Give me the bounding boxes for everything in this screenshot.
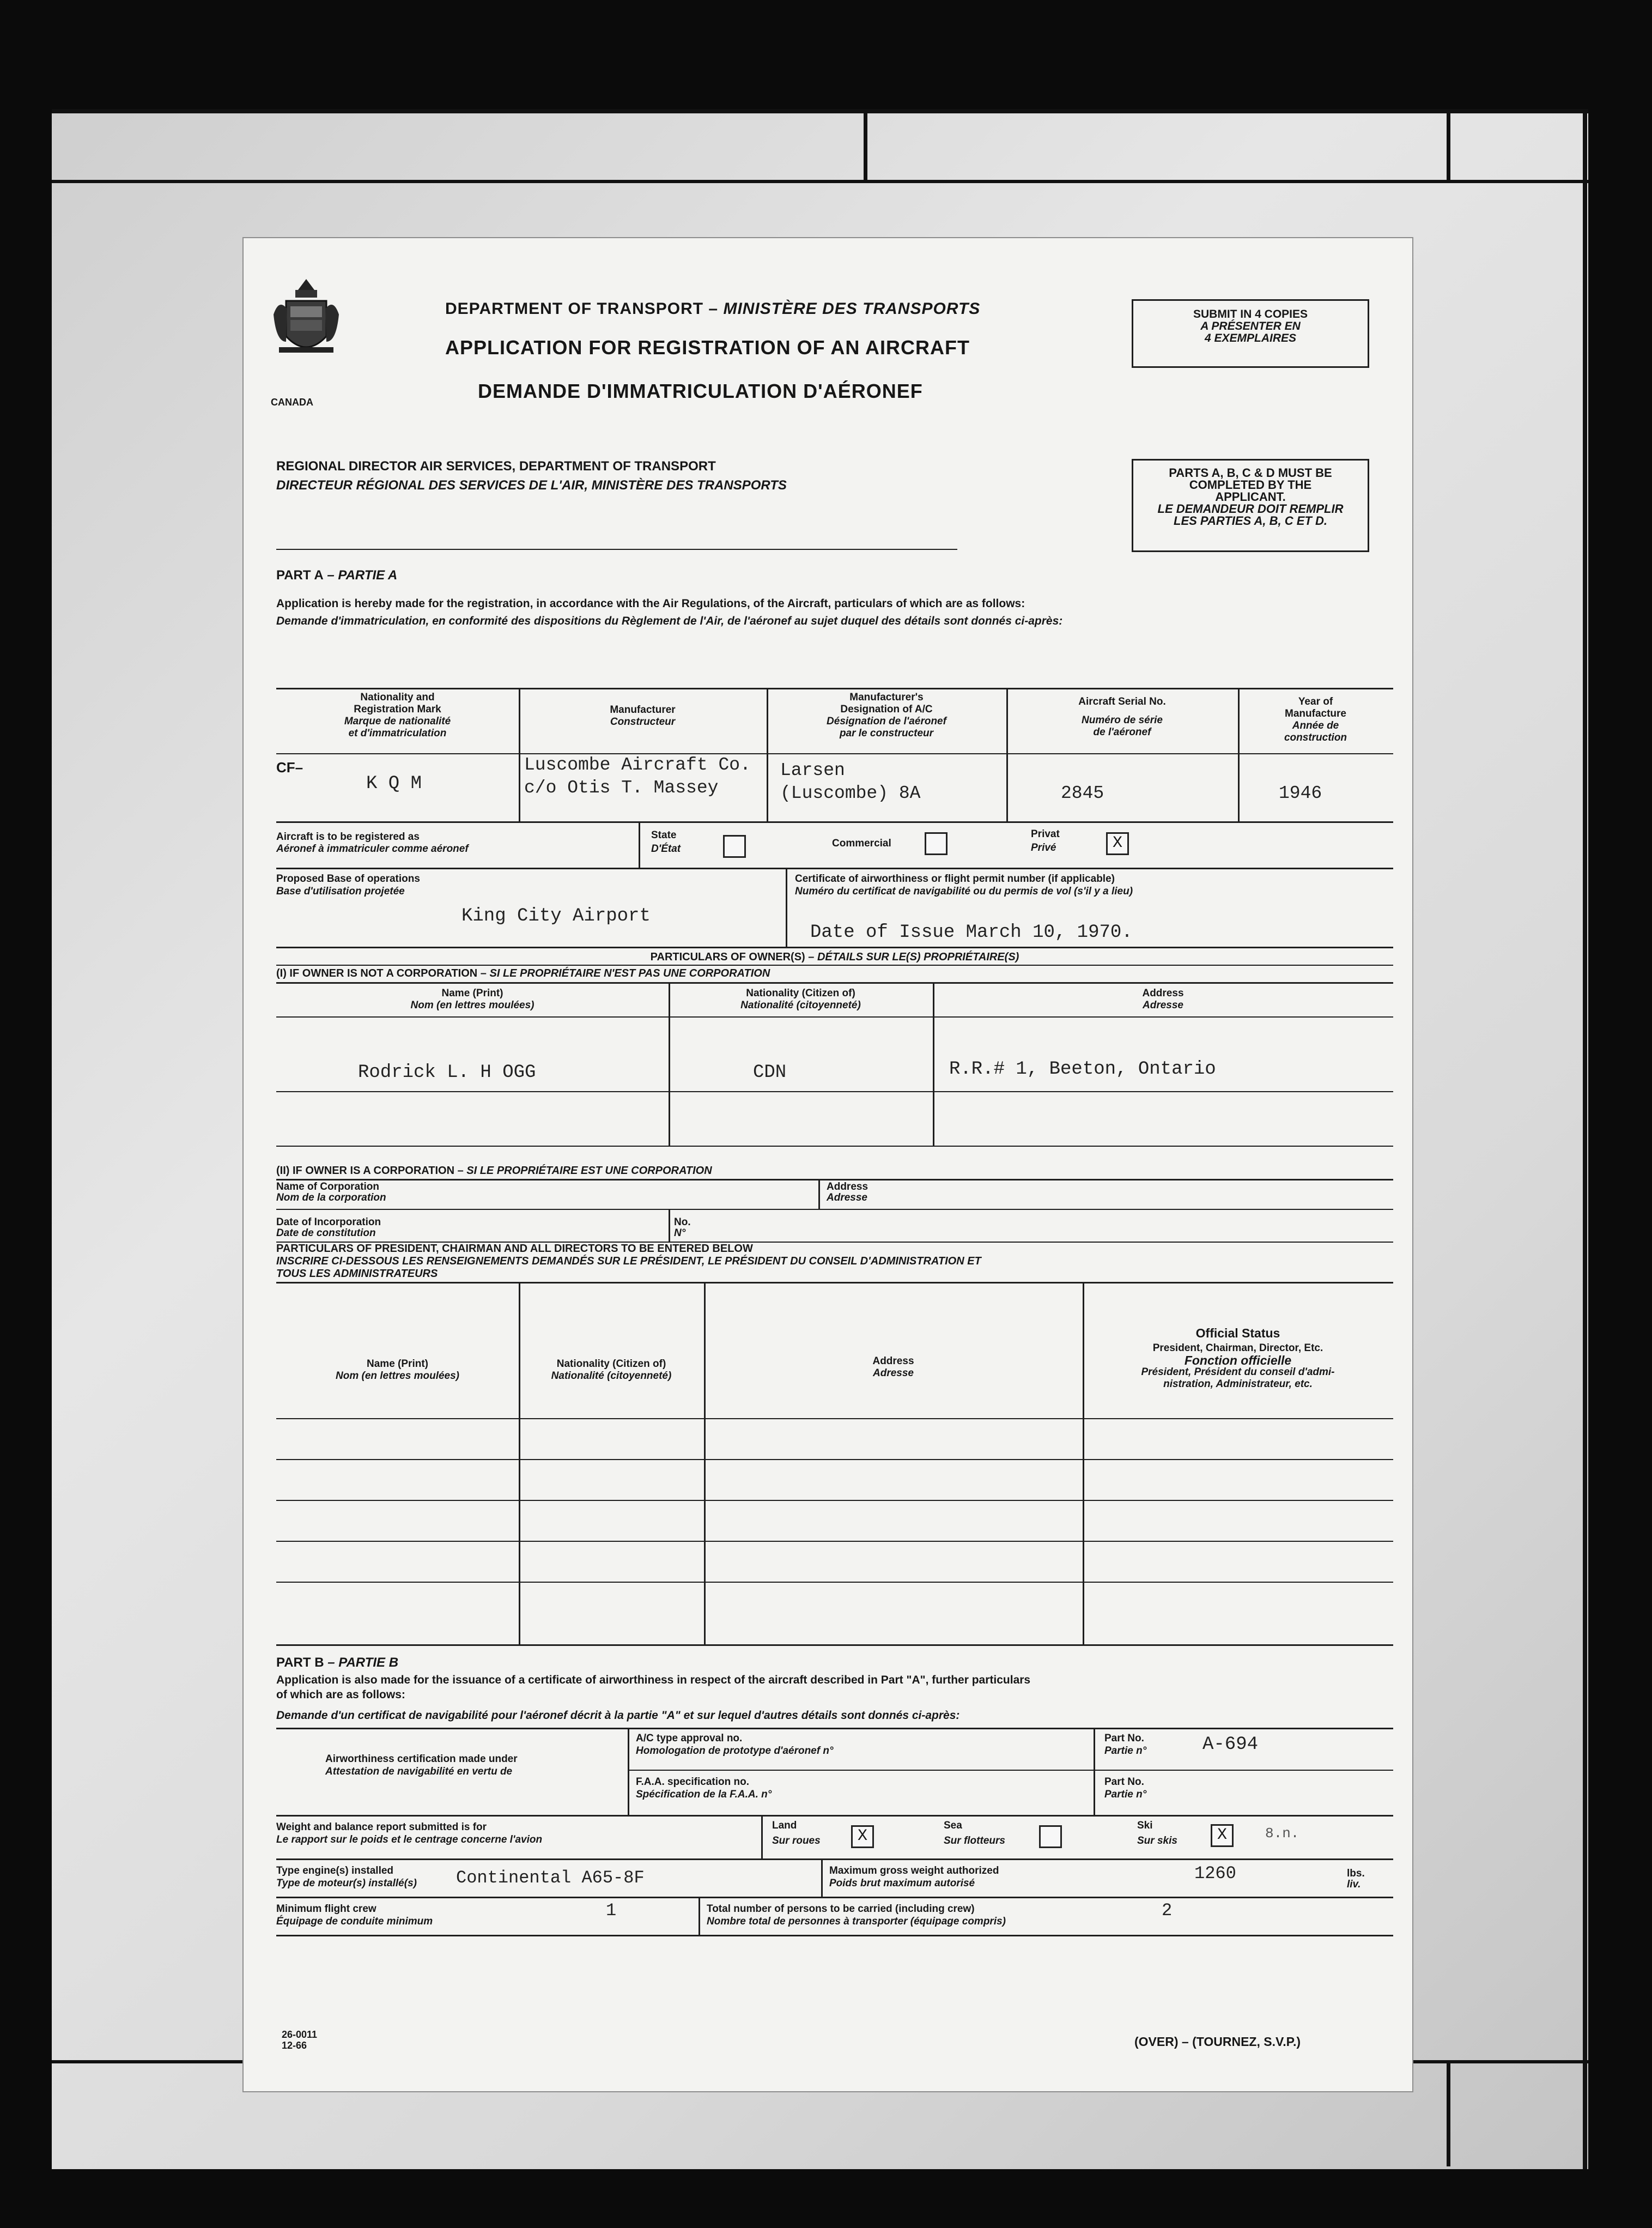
col-designation-fr-line: par le constructeur [839,728,934,739]
director-name-header-en: Name (Print) [367,1358,428,1370]
part-a-heading [276,568,397,583]
year-value: 1946 [1279,783,1322,803]
weight-report-label-fr: Le rapport sur le poids et le centrage concerne l'avion [276,1834,543,1845]
type-approval-label-fr: Homologation de prototype d'aéronef n° [636,1745,834,1757]
certificate-label: Certificate of airworthiness or flight permit number (if applicable) [795,873,1115,885]
owners-heading-en: PARTICULARS OF OWNER(S) – [650,951,817,963]
director-address-header [704,1355,1083,1379]
director-nationality-header-en: Nationality (Citizen of) [556,1358,666,1370]
col-year-line: Year of [1298,696,1333,707]
min-crew-label: Minimum flight crew [276,1903,376,1915]
registered-as-label: Aircraft is to be registered as [276,831,420,843]
part-b-intro-fr: Demande d'un certificat de navigabilité pour l'aéronef décrit à la partie "A" et sur lequel d'autres détails sont donnés ci-après: [276,1709,960,1722]
max-weight-label-fr: Poids brut maximum autorisé [829,1878,975,1889]
corp-heading-en: (II) IF OWNER IS A CORPORATION – [276,1165,467,1177]
frame-divider [1447,2063,1450,2166]
part-no-label-2: Part No. [1104,1776,1144,1788]
row-rule [276,1897,1393,1898]
registration-form [242,237,1413,2092]
ski-annotation: 8.n. [1265,1825,1299,1842]
base-value: King City Airport [461,906,651,927]
base-label: Proposed Base of operations [276,873,420,885]
col-mark-line: Registration Mark [354,704,441,715]
directors-heading-fr-2: TOUS LES ADMINISTRATEURS [276,1268,438,1280]
frame-right-edge [1583,109,1587,2169]
engine-value: Continental A65-8F [456,1868,645,1888]
form-date: 12-66 [282,2040,307,2051]
corp-heading-fr: SI LE PROPRIÉTAIRE EST UNE CORPORATION [466,1165,712,1177]
part-a-intro: Application is hereby made for the registration, in accordance with the Air Regulations, of the Aircraft, particulars of which are as follows: [276,597,1025,610]
part-b-en: PART B [276,1655,324,1670]
registration-prefix: CF– [276,759,303,776]
row-rule [276,1146,1393,1147]
director-address-header-fr: Adresse [873,1367,914,1379]
ski-checkbox[interactable]: X [1211,1824,1234,1847]
director-status-fr-line: Président, Président du conseil d'admi- [1141,1366,1335,1378]
manufacturer-value-1: Luscombe Aircraft Co. [524,755,751,775]
directors-row-rule [276,1644,1393,1646]
owner-nationality-header-fr: Nationalité (citoyenneté) [740,1000,861,1011]
table-rule [276,753,1393,754]
ski-label: Ski [1137,1820,1153,1831]
row-rule [276,868,1393,869]
row-rule [276,1858,1393,1860]
row-rule [761,1815,763,1858]
col-serial-line: Aircraft Serial No. [1078,696,1166,707]
directors-row-rule [276,1500,1393,1501]
type-approval-label: A/C type approval no. [636,1733,743,1744]
directors-row-rule [276,1582,1393,1583]
row-rule [276,1728,1393,1729]
owner-nationality-value: CDN [753,1062,787,1083]
corp-name-label: Name of Corporation [276,1181,379,1192]
submit-line: A PRÉSENTER EN [1200,320,1301,332]
part-a-fr: – PARTIE A [323,568,398,583]
directors-col-rule [704,1282,706,1644]
country-label: CANADA [271,397,313,408]
state-label: State [651,830,677,841]
corp-name-label-fr: Nom de la corporation [276,1192,386,1203]
certificate-label-fr: Numéro du certificat de navigabilité ou du permis de vol (s'il y a lieu) [795,886,1133,897]
directors-heading-fr: INSCRIRE CI-DESSOUS LES RENSEIGNEMENTS DEMANDÉS SUR LE PRÉSIDENT, LE PRÉSIDENT DU CONSEIL D'ADMINISTRATION ET [276,1255,981,1267]
persons-label-fr: Nombre total de personnes à transporter (équipage compris) [707,1916,1006,1927]
addressee-rule [276,549,957,550]
addressee-fr: DIRECTEUR RÉGIONAL DES SERVICES DE L'AIR, MINISTÈRE DES TRANSPORTS [276,478,787,493]
over-note: (OVER) – (TOURNEZ, S.V.P.) [1134,2035,1301,2049]
parts-line: APPLICANT. [1215,490,1286,504]
row-rule [276,1179,1393,1180]
incorporation-date-label: Date of Incorporation [276,1216,381,1228]
sea-checkbox[interactable] [1039,1825,1062,1848]
row-rule [786,868,787,947]
min-crew-label-fr: Équipage de conduite minimum [276,1916,433,1927]
col-mark-fr-line: Marque de nationalité [344,716,451,727]
col-year-fr-line: Année de [1292,720,1339,731]
faa-spec-label-fr: Spécification de la F.A.A. n° [636,1789,772,1800]
designation-value-2: (Luscombe) 8A [780,783,921,803]
corp-address-label-fr: Adresse [827,1192,867,1203]
corporation-heading [276,1165,712,1177]
part-no-label: Part No. [1104,1733,1144,1744]
weight-report-label: Weight and balance report submitted is for [276,1821,487,1833]
col-designation-line: Designation of A/C [840,704,933,715]
row-rule [276,1282,1393,1283]
base-label-fr: Base d'utilisation projetée [276,886,405,897]
form-title: APPLICATION FOR REGISTRATION OF AN AIRCRAFT [445,336,970,359]
table-rule [276,688,1393,689]
certificate-value: Date of Issue March 10, 1970. [810,922,1133,943]
owner-address-header-en: Address [1142,988,1184,999]
registered-as-label-fr: Aéronef à immatriculer comme aéronef [276,843,469,855]
owner-name-header [276,988,669,1012]
manufacturer-value-2: c/o Otis T. Massey [524,778,719,798]
col-mark-header [276,692,519,740]
department-title [445,300,980,318]
director-status-fr-line: nistration, Administrateur, etc. [1163,1378,1313,1390]
part-no-value: A-694 [1202,1734,1259,1755]
col-year-header [1238,696,1393,744]
max-weight-value: 1260 [1194,1863,1236,1884]
directors-row-rule [276,1541,1393,1542]
form-title-fr: DEMANDE D'IMMATRICULATION D'AÉRONEF [478,380,923,402]
submit-line: SUBMIT IN 4 COPIES [1193,308,1308,320]
owner-address-header [933,988,1393,1012]
row-rule [276,1091,1393,1092]
row-rule [276,1016,1393,1018]
lbs-unit: lbs. [1347,1868,1365,1879]
sea-label-fr: Sur flotteurs [944,1835,1005,1846]
col-designation-line: Manufacturer's [849,692,924,703]
parts-line: LES PARTIES A, B, C ET D. [1174,514,1327,528]
engine-label: Type engine(s) installed [276,1865,394,1876]
row-rule [821,1858,823,1897]
row-rule [276,1815,1393,1817]
not-corp-en: (I) IF OWNER IS NOT A CORPORATION – [276,967,490,979]
director-status-fr-line: Fonction officielle [1184,1353,1292,1367]
directors-row-rule [276,1418,1393,1419]
director-name-header-fr: Nom (en lettres moulées) [336,1370,459,1382]
row-rule [276,1209,1393,1210]
private-label-fr: Privé [1031,842,1056,853]
director-status-line: President, Chairman, Director, Etc. [1152,1342,1323,1354]
commercial-label: Commercial [832,838,891,849]
serial-value: 2845 [1061,783,1104,803]
director-nationality-header-fr: Nationalité (citoyenneté) [551,1370,672,1382]
part-b-fr: – PARTIE B [324,1655,399,1670]
canada-coat-of-arms-icon [271,276,342,374]
cert-made-label: Airworthiness certification made under [325,1753,518,1765]
liv-unit: liv. [1347,1879,1361,1890]
col-manufacturer-fr-line: Constructeur [610,716,676,728]
table-rule [276,821,1393,823]
land-label-fr: Sur roues [772,1835,821,1846]
designation-value-1: Larsen [780,760,845,780]
col-designation-header [767,692,1006,740]
incorporation-no-label-fr: N° [674,1227,686,1239]
col-year-line: Manufacture [1285,708,1346,719]
col-serial-fr-line: de l'aéronef [1093,726,1151,738]
frame-upper-rule [52,180,1588,183]
col-serial-fr-line: Numéro de série [1082,715,1163,726]
row-rule [669,1209,670,1242]
owner-address-value: R.R.# 1, Beeton, Ontario [949,1059,1216,1080]
row-rule [628,1728,629,1815]
owners-heading-fr: DÉTAILS SUR LE(S) PROPRIÉTAIRE(S) [817,951,1019,963]
form-number: 26-0011 [282,2029,318,2040]
not-corporation-heading [276,967,770,979]
parts-required-box [1132,459,1369,552]
owner-nationality-header-en: Nationality (Citizen of) [746,988,855,999]
part-a-intro-fr: Demande d'immatriculation, en conformité des dispositions du Règlement de l'Air, de l'aéronef au sujet duquel des détails sont donnés ci-après: [276,615,1063,627]
max-weight-label: Maximum gross weight authorized [829,1865,999,1876]
land-checkbox[interactable]: X [851,1825,874,1848]
part-a-en: PART A [276,568,324,583]
row-rule [818,1179,820,1209]
incorporation-no-label: No. [674,1216,691,1228]
submit-copies-box [1132,299,1369,368]
part-b-intro: Application is also made for the issuance of a certificate of airworthiness in respect of the aircraft described in Part "A", further particulars [276,1674,1031,1686]
department-en: DEPARTMENT OF TRANSPORT – [445,300,724,318]
directors-col-rule [519,1282,520,1644]
faa-spec-label: F.A.A. specification no. [636,1776,749,1788]
part-no-label-fr-2: Partie n° [1104,1789,1147,1800]
parts-line: LE DEMANDEUR DOIT REMPLIR [1157,502,1344,516]
col-mark-fr-line: et d'immatriculation [348,728,447,739]
row-rule [276,1935,1393,1936]
land-label: Land [772,1820,797,1831]
row-rule [276,965,1393,966]
private-label: Privat [1031,828,1060,840]
owner-name-value: Rodrick L. H OGG [358,1062,536,1083]
owners-heading [276,951,1393,963]
corp-address-label: Address [827,1181,868,1192]
row-rule [628,1770,1393,1771]
part-b-heading [276,1655,398,1670]
frame-divider [864,109,867,183]
directors-row-rule [276,1459,1393,1460]
state-label-fr: D'État [651,843,681,855]
col-designation-fr-line: Désignation de l'aéronef [827,716,946,727]
director-status-line: Official Status [1195,1326,1280,1340]
parts-line: COMPLETED BY THE [1189,478,1312,492]
submit-line: 4 EXEMPLAIRES [1204,332,1297,344]
addressee: REGIONAL DIRECTOR AIR SERVICES, DEPARTMENT OF TRANSPORT [276,459,716,474]
owner-nationality-header [669,988,933,1012]
row-rule [1094,1728,1095,1815]
director-address-header-en: Address [872,1355,914,1367]
persons-label: Total number of persons to be carried (including crew) [707,1903,975,1915]
owner-address-header-fr: Adresse [1143,1000,1183,1011]
sea-label: Sea [944,1820,962,1831]
department-fr: MINISTÈRE DES TRANSPORTS [723,300,981,318]
row-rule [276,947,1393,948]
persons-value: 2 [1162,1900,1173,1921]
engine-label-fr: Type de moteur(s) installé(s) [276,1878,417,1889]
row-rule [276,982,1393,984]
col-mark-line: Nationality and [360,692,435,703]
director-name-header [276,1358,519,1382]
part-no-label-fr: Partie n° [1104,1745,1147,1757]
part-b-intro-2: of which are as follows: [276,1688,405,1701]
col-manufacturer-line: Manufacturer [610,704,676,716]
ski-label-fr: Sur skis [1137,1835,1177,1846]
director-nationality-header [519,1358,704,1382]
row-rule [699,1897,700,1935]
frame-top-rule [52,109,1588,113]
not-corp-fr: SI LE PROPRIÉTAIRE N'EST PAS UNE CORPORATION [489,967,770,979]
owner-name-header-fr: Nom (en lettres moulées) [410,1000,535,1011]
private-checkbox[interactable]: X [1106,832,1129,855]
registration-mark-value: K Q M [366,773,422,794]
row-rule [639,821,640,868]
col-year-fr-line: construction [1284,732,1347,743]
director-status-header [1083,1327,1393,1390]
state-checkbox[interactable] [723,835,746,858]
parts-line: PARTS A, B, C & D MUST BE [1169,466,1332,480]
col-serial-header [1006,696,1238,738]
min-crew-value: 1 [606,1900,617,1921]
directors-heading: PARTICULARS OF PRESIDENT, CHAIRMAN AND ALL DIRECTORS TO BE ENTERED BELOW [276,1243,753,1255]
frame-divider [1447,109,1450,183]
owner-name-header-en: Name (Print) [441,988,503,999]
incorporation-date-label-fr: Date de constitution [276,1227,376,1239]
commercial-checkbox[interactable] [925,832,948,855]
cert-made-label-fr: Attestation de navigabilité en vertu de [325,1766,513,1777]
col-manufacturer-header [519,704,767,728]
